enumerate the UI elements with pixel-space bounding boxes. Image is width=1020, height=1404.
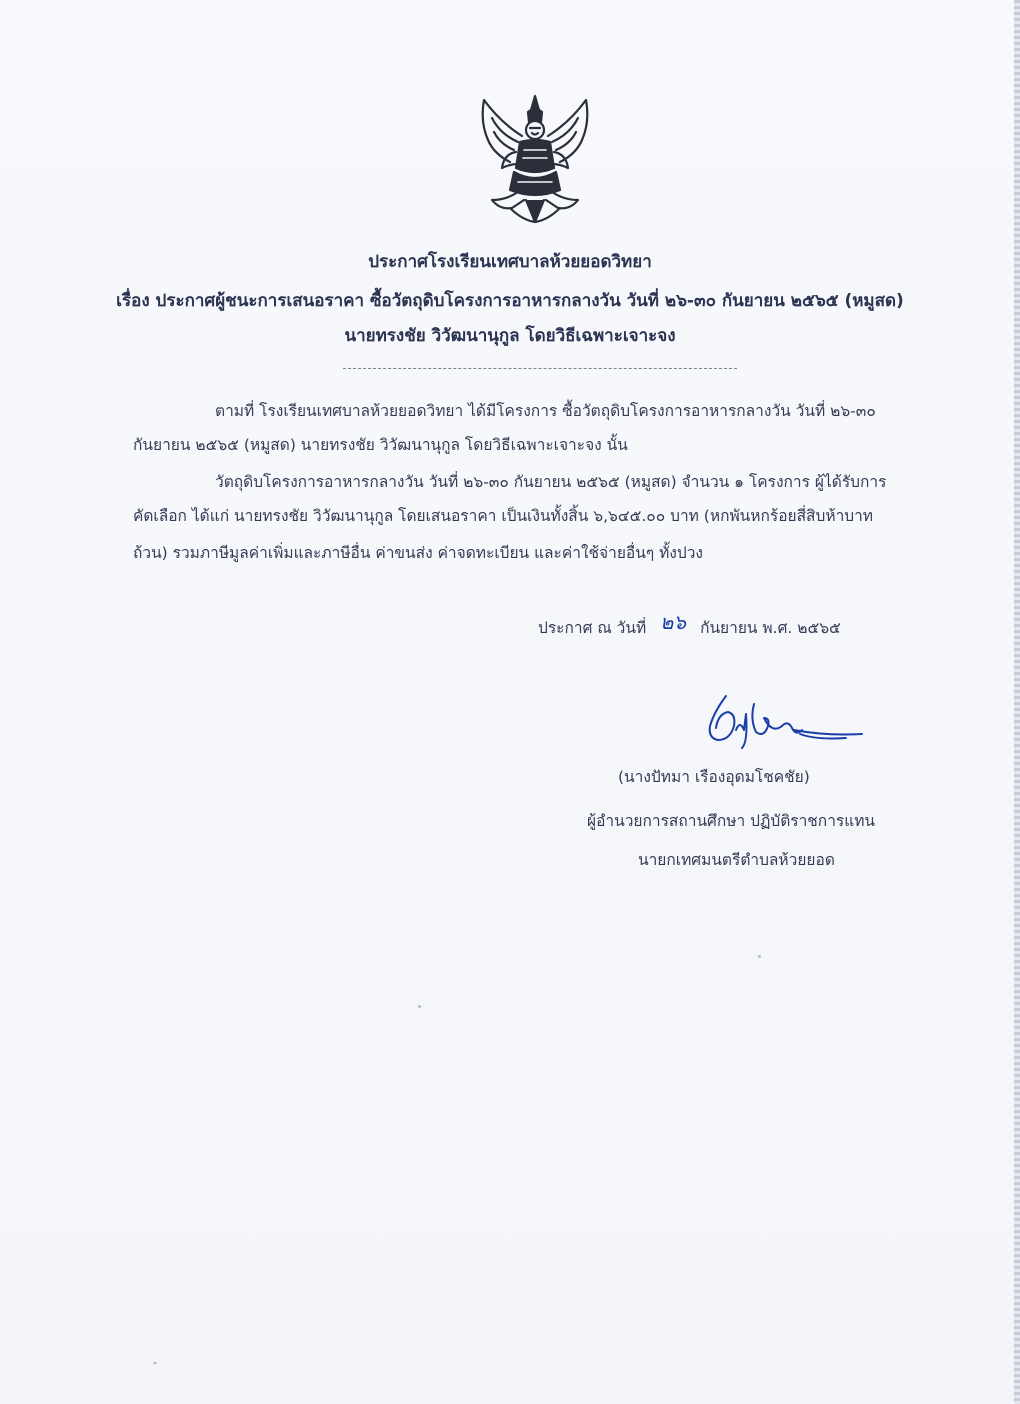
date-prefix: ประกาศ ณ วันที่ [538,619,647,637]
body-line: วัตถุดิบโครงการอาหารกลางวัน วันที่ ๒๖-๓๐ กันยายน ๒๕๖๕ (หมูสด) จำนวน ๑ โครงการ ผู้ได้รับการ [215,473,887,491]
title-divider [343,368,737,369]
announcement-title: ประกาศโรงเรียนเทศบาลห้วยยอดวิทยา [368,252,652,272]
body-line: ตามที่ โรงเรียนเทศบาลห้วยยอดวิทยา ได้มีโครงการ ซื้อวัตถุดิบโครงการอาหารกลางวัน วันที่ ๒๖-๓๐ [215,402,876,420]
scan-speck [153,1362,157,1364]
body-line: ถ้วน) รวมภาษีมูลค่าเพิ่มและภาษีอื่น ค่าขนส่ง ค่าจดทะเบียน และค่าใช้จ่ายอื่นๆ ทั้งปวง [133,544,703,562]
scan-speck [758,955,761,958]
body-line: คัดเลือก ได้แก่ นายทรงชัย วิวัฒนานุกูล โดยเสนอราคา เป็นเงินทั้งสิ้น ๖,๖๔๕.๐๐ บาท (หกพันหกร้อยสี่สิบห้าบาท [133,507,874,525]
announcement-subject: เรื่อง ประกาศผู้ชนะการเสนอราคา ซื้อวัตถุดิบโครงการอาหารกลางวัน วันที่ ๒๖-๓๐ กันยายน ๒๕๖๕ (หมูสด) [116,291,904,311]
announcement-date [538,610,841,642]
date-suffix: กันยายน พ.ศ. ๒๕๖๕ [700,619,841,637]
scan-speck [418,1005,421,1008]
signatory-position-line2: นายกเทศมนตรีตำบลห้วยยอด [638,851,835,869]
handwritten-day: ๒๖ [660,610,687,634]
signatory-position: ผู้อำนวยการสถานศึกษา ปฏิบัติราชการแทน [587,812,876,830]
garuda-emblem-icon [470,92,600,228]
signatory-name: (นางปัทมา เรืองอุดมโชคชัย) [618,768,810,786]
announcement-method: นายทรงชัย วิวัฒนานุกูล โดยวิธีเฉพาะเจาะจง [344,326,676,346]
body-line: กันยายน ๒๕๖๕ (หมูสด) นายทรงชัย วิวัฒนานุกูล โดยวิธีเฉพาะเจาะจง นั้น [133,436,628,454]
scan-edge [1014,0,1020,1404]
handwritten-signature [696,690,866,752]
